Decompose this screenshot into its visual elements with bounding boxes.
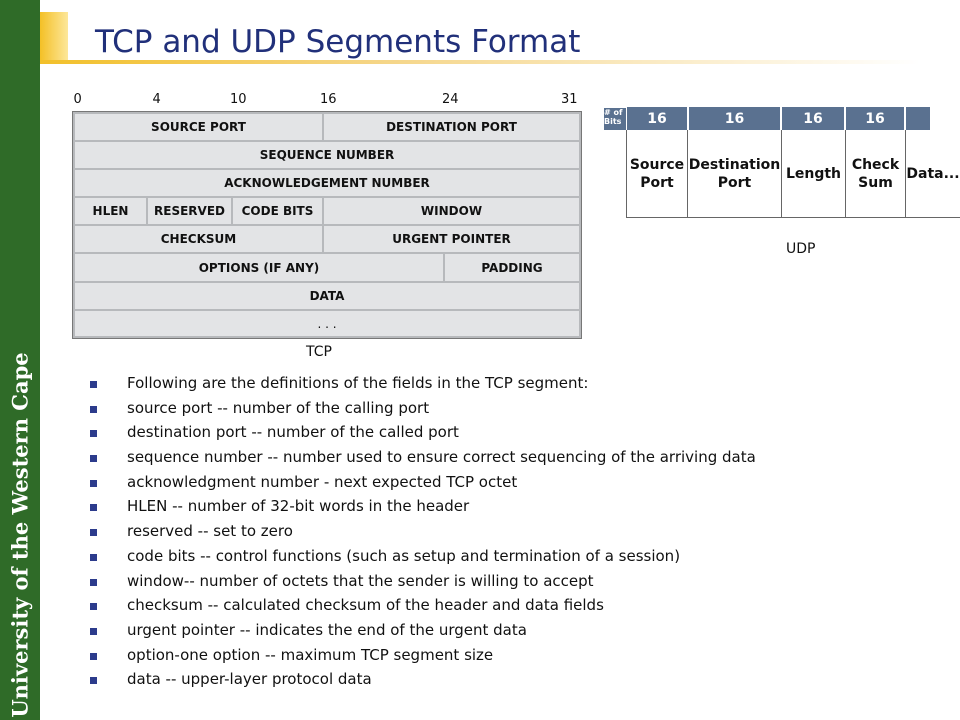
tcp-field-options: OPTIONS (IF ANY) xyxy=(75,254,443,281)
list-item xyxy=(90,643,756,668)
udp-bits-label-text: # of Bits xyxy=(604,108,623,126)
list-item-text: urgent pointer -- indicates the end of the urgent data xyxy=(127,620,527,639)
list-item xyxy=(90,593,756,618)
list-item-text: source port -- number of the calling port xyxy=(127,398,430,417)
udp-field-length: Length xyxy=(782,130,846,218)
list-item-text: destination port -- number of the called port xyxy=(127,423,459,442)
tcp-field-hlen: HLEN xyxy=(75,198,146,224)
udp-header-blank xyxy=(906,107,930,130)
list-item-text: window-- number of octets that the sender is willing to accept xyxy=(127,571,594,590)
tcp-segment-diagram xyxy=(72,111,582,339)
list-item-text: data -- upper-layer protocol data xyxy=(127,670,372,689)
bit-position-label: 16 xyxy=(320,92,337,107)
bullet-icon xyxy=(90,504,97,511)
bit-position-label: 31 xyxy=(561,92,578,107)
bullet-icon xyxy=(90,653,97,660)
list-item-text: checksum -- calculated checksum of the header and data fields xyxy=(127,596,604,615)
bullet-icon xyxy=(90,430,97,437)
bit-position-label: 0 xyxy=(73,92,82,107)
title-accent-block xyxy=(40,12,68,60)
bullet-icon xyxy=(90,529,97,536)
tcp-field-window: WINDOW xyxy=(324,198,579,224)
list-item xyxy=(90,494,756,519)
udp-field-destination-port: Destination Port xyxy=(688,130,782,218)
slide-title: TCP and UDP Segments Format xyxy=(95,24,581,60)
bullet-icon xyxy=(90,677,97,684)
list-item xyxy=(90,445,756,470)
title-underline xyxy=(40,60,920,64)
list-item xyxy=(90,569,756,594)
tcp-field-checksum: CHECKSUM xyxy=(75,226,322,252)
udp-field-source-port: Source Port xyxy=(626,130,688,218)
bullet-icon xyxy=(90,406,97,413)
list-item-text: Following are the definitions of the fields in the TCP segment: xyxy=(127,374,589,392)
list-item-text: HLEN -- number of 32-bit words in the header xyxy=(127,497,470,516)
list-item-text: option-one option -- maximum TCP segment size xyxy=(127,645,494,664)
udp-bits-value: 16 xyxy=(689,107,780,130)
list-item-text: code bits -- control functions (such as setup and termination of a session) xyxy=(127,546,681,565)
list-item-text: acknowledgment number - next expected TCP octet xyxy=(127,472,518,491)
tcp-field-continuation: . . . xyxy=(75,311,579,336)
bullet-icon xyxy=(90,480,97,487)
udp-bits-label xyxy=(604,108,626,130)
tcp-field-sequence-number: SEQUENCE NUMBER xyxy=(75,142,579,168)
institution-name: University of the Western Cape xyxy=(7,352,33,718)
udp-field-data: Data... xyxy=(906,130,960,218)
list-item xyxy=(90,420,756,445)
sidebar xyxy=(0,0,40,720)
bit-position-label: 4 xyxy=(152,92,161,107)
list-item xyxy=(90,544,756,569)
tcp-field-data: DATA xyxy=(75,283,579,309)
tcp-field-padding: PADDING xyxy=(445,254,579,281)
udp-bits-value: 16 xyxy=(782,107,844,130)
bullet-icon xyxy=(90,455,97,462)
bullet-icon xyxy=(90,579,97,586)
tcp-field-destination-port: DESTINATION PORT xyxy=(324,114,579,140)
list-item xyxy=(90,618,756,643)
list-item xyxy=(90,519,756,544)
tcp-caption: TCP xyxy=(306,344,332,360)
list-item xyxy=(90,667,756,692)
list-item xyxy=(90,396,756,421)
bullet-icon xyxy=(90,381,97,388)
tcp-field-source-port: SOURCE PORT xyxy=(75,114,322,140)
bullet-icon xyxy=(90,628,97,635)
udp-caption: UDP xyxy=(786,241,816,257)
bullet-icon xyxy=(90,603,97,610)
udp-bits-value: 16 xyxy=(846,107,904,130)
list-item-text: sequence number -- number used to ensure correct sequencing of the arriving data xyxy=(127,448,756,467)
tcp-field-acknowledgement-number: ACKNOWLEDGEMENT NUMBER xyxy=(75,170,579,196)
tcp-field-urgent-pointer: URGENT POINTER xyxy=(324,226,579,252)
bit-position-label: 10 xyxy=(230,92,247,107)
udp-bits-value: 16 xyxy=(627,107,687,130)
bullet-icon xyxy=(90,554,97,561)
field-definitions-list xyxy=(90,371,756,692)
list-item-text: reserved -- set to zero xyxy=(127,522,293,541)
tcp-field-reserved: RESERVED xyxy=(148,198,231,224)
bit-position-label: 24 xyxy=(442,92,459,107)
list-item xyxy=(90,470,756,495)
udp-field-checksum: Check Sum xyxy=(846,130,906,218)
list-item xyxy=(90,371,756,396)
tcp-field-code-bits: CODE BITS xyxy=(233,198,322,224)
